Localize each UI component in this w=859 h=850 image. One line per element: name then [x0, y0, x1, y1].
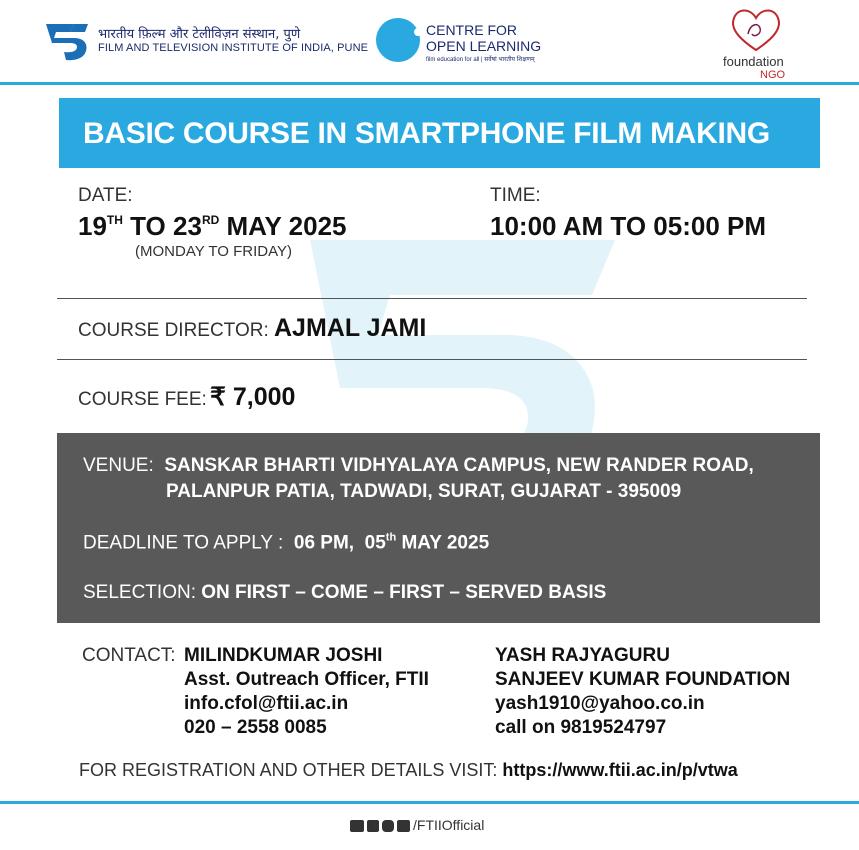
time-value: 10:00 AM TO 05:00 PM: [490, 211, 766, 241]
divider-2: [57, 359, 807, 360]
registration-label: FOR REGISTRATION AND OTHER DETAILS VISIT:: [79, 760, 498, 780]
selection-line: [83, 582, 606, 604]
cfol-logo-icon: [376, 18, 420, 62]
twitter-icon[interactable]: [397, 820, 410, 832]
deadline-label: DEADLINE TO APPLY :: [83, 532, 284, 554]
contact1-name: MILINDKUMAR JOSHI: [184, 645, 383, 666]
date-sup2: RD: [201, 213, 220, 227]
deadline-sup: th: [385, 532, 397, 544]
venue-address-1: SANSKAR BHARTI VIDHYALAYA CAMPUS, NEW RANDER ROAD,: [164, 455, 754, 476]
selection-value: ON FIRST – COME – FIRST – SERVED BASIS: [201, 582, 607, 603]
date-mid: TO 23: [122, 211, 202, 241]
contact-label: CONTACT:: [82, 645, 176, 666]
foundation-text: foundation: [723, 54, 784, 69]
date-label: DATE:: [78, 185, 133, 206]
registration-line: [79, 760, 738, 781]
date-sup1: TH: [106, 213, 123, 227]
ngo-text: NGO: [760, 69, 786, 81]
selection-label: SELECTION:: [83, 582, 196, 603]
time-label: TIME:: [490, 185, 541, 206]
social-handle: /FTIIOfficial: [413, 817, 485, 833]
venue-address-2: PALANPUR PATIA, TADWADI, SURAT, GUJARAT - 395009: [166, 481, 682, 502]
venue-line1: [83, 455, 754, 477]
divider-1: [57, 298, 807, 299]
date-day1: 19: [78, 211, 107, 241]
venue-line2: [166, 481, 681, 503]
contact1-role: Asst. Outreach Officer, FTII: [184, 669, 429, 690]
youtube-icon[interactable]: [350, 820, 364, 832]
contact1-phone: 020 – 2558 0085: [184, 717, 327, 738]
deadline-line: [83, 532, 489, 554]
foundation-heart-logo-icon: [728, 4, 784, 54]
bottom-divider: [0, 801, 859, 804]
director-label: COURSE DIRECTOR:: [78, 320, 269, 341]
venue-label: VENUE:: [83, 455, 154, 476]
contact2-org: SANJEEV KUMAR FOUNDATION: [495, 669, 791, 690]
deadline-time: 06 PM,: [293, 532, 355, 554]
director-name: AJMAL JAMI: [274, 314, 427, 342]
date-end: MAY 2025: [219, 211, 347, 241]
social-bar: [350, 817, 484, 833]
header: [0, 0, 859, 84]
registration-link[interactable]: https://www.ftii.ac.in/p/vtwa: [502, 760, 738, 780]
contact2-name: YASH RAJYAGURU: [495, 645, 670, 666]
cfol-logo-dot: [414, 28, 422, 36]
facebook-icon[interactable]: [367, 820, 379, 832]
deadline-month: MAY 2025: [401, 532, 490, 554]
contact1-email[interactable]: info.cfol@ftii.ac.in: [184, 693, 349, 714]
ftii-english-name: FILM AND TELEVISION INSTITUTE OF INDIA, PUNE: [98, 42, 369, 54]
fee-label: COURSE FEE:: [78, 389, 207, 410]
ftii-logo-icon: [44, 18, 90, 62]
deadline-day: 05: [364, 532, 386, 554]
contact2-email[interactable]: yash1910@yahoo.co.in: [495, 693, 705, 714]
date-days: (MONDAY TO FRIDAY): [135, 243, 292, 260]
course-title: BASIC COURSE IN SMARTPHONE FILM MAKING: [83, 117, 770, 150]
instagram-icon[interactable]: [382, 820, 394, 832]
cfol-name-line1: CENTRE FOR: [426, 22, 517, 38]
cfol-name-line2: OPEN LEARNING: [426, 38, 542, 54]
fee-value: ₹ 7,000: [210, 383, 296, 411]
date-value: [78, 211, 347, 242]
contact2-phone: call on 9819524797: [495, 717, 667, 738]
cfol-tagline: film education for all | सर्वेषां भारतीय शिक्षणम्: [426, 57, 535, 63]
ftii-hindi-name: भारतीय फ़िल्म और टेलीविज़न संस्थान, पुणे: [98, 27, 301, 42]
top-divider: [0, 82, 859, 85]
